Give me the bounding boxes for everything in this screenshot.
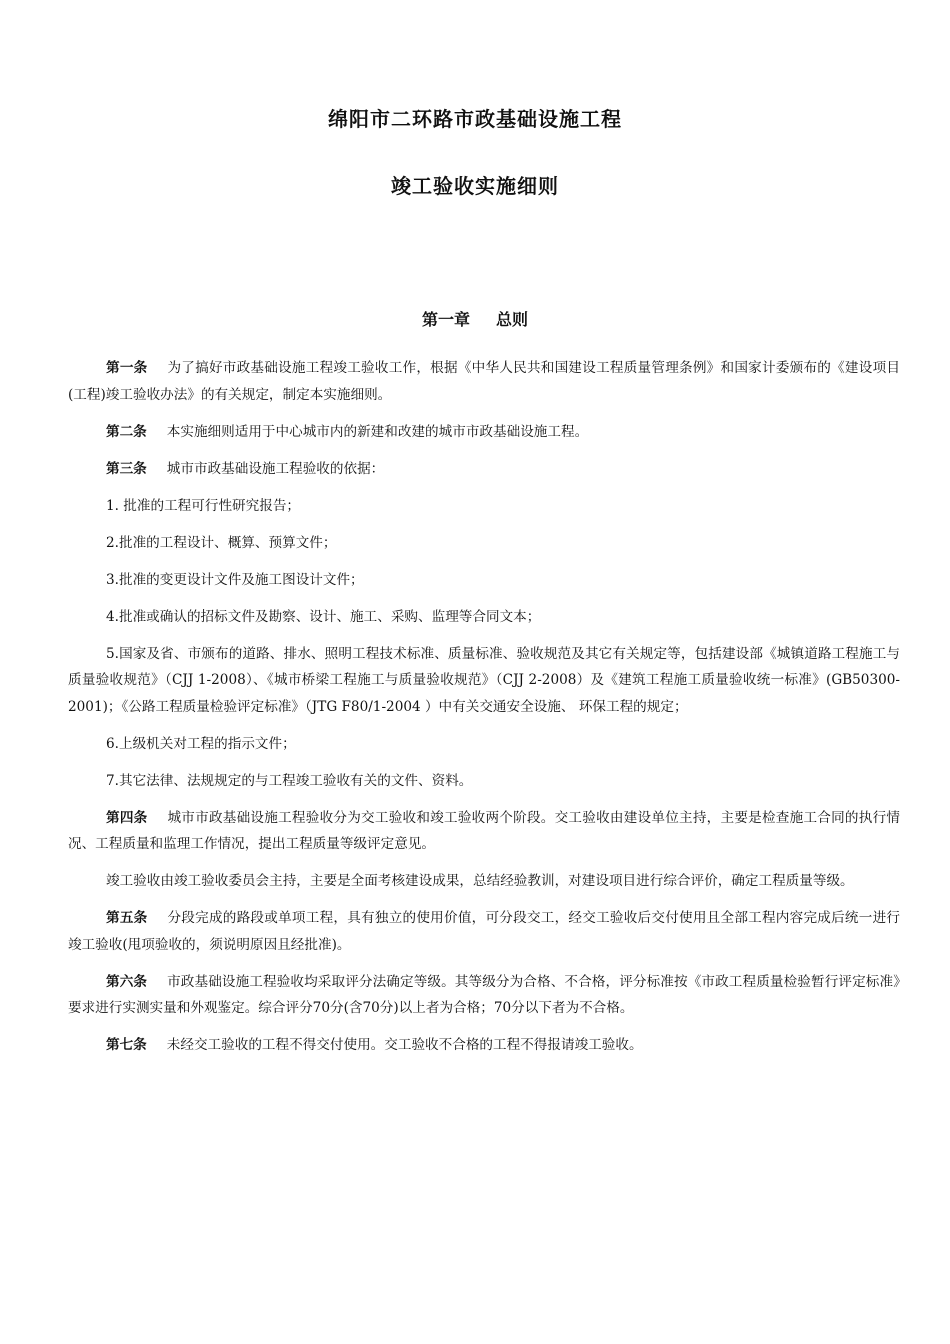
paragraph-text: 未经交工验收的工程不得交付使用。交工验收不合格的工程不得报请竣工验收。 [166, 1037, 643, 1053]
article-label: 第三条 [106, 460, 147, 477]
paragraph-text: 分段完成的路段或单项工程，具有独立的使用价值，可分段交工，经交工验收后交付使用且全部工程内容完成后统一进行竣工验收(甩项验收的，须说明原因且经批准)。 [68, 910, 901, 953]
paragraph-text: 市政基础设施工程验收均采取评分法确定等级。其等级分为合格、不合格，评分标准按《市政工程质量检验暂行评定标准》要求进行实测实量和外观鉴定。综合评分70分(含70分)以上者为合格；70分以下者为不合格。 [68, 973, 901, 1016]
article-label: 第七条 [106, 1037, 147, 1053]
article-label: 第五条 [106, 910, 148, 926]
article-label: 第六条 [106, 973, 148, 990]
list-item [68, 493, 900, 520]
paragraph [68, 419, 900, 446]
paragraph [68, 969, 900, 1022]
paragraph-text: 2.批准的工程设计、概算、预算文件； [106, 534, 337, 551]
paragraph-text: 城市市政基础设施工程验收分为交工验收和竣工验收两个阶段。交工验收由建设单位主持，主要是检查施工合同的执行情况、工程质量和监理工作情况，提出工程质量等级评定意见。 [68, 809, 901, 852]
list-item [68, 768, 900, 795]
chapter-name: 总则 [496, 310, 529, 329]
paragraph-text: 5.国家及省、市颁布的道路、排水、照明工程技术标准、质量标准、验收规范及其它有关规定等，包括建设部《城镇道路工程施工与质量验收规范》（CJJ 1-2008）、《城市桥梁工程施工与质量验收规范》（CJJ 2-2008）及《建筑工程施工质量验收统一标准》(GB50300-2001)；《公路工程质量检验评定标准》（JTG F80/1-2004 ）中有关交通安全设施、 环保工程的规定； [68, 645, 900, 715]
paragraph [68, 1032, 900, 1059]
paragraph-text: 为了搞好市政基础设施工程竣工验收工作，根据《中华人民共和国建设工程质量管理条例》和国家计委颁布的《建设项目(工程)竣工验收办法》的有关规定，制定本实施细则。 [68, 360, 901, 403]
paragraph [68, 355, 900, 408]
article-label: 第四条 [106, 809, 148, 826]
list-item [68, 641, 900, 721]
list-item [68, 530, 900, 557]
list-item [68, 731, 900, 758]
paragraph-text: 7.其它法律、法规规定的与工程竣工验收有关的文件、资料。 [106, 772, 473, 789]
document-body [68, 355, 900, 1069]
paragraph-text: 本实施细则适用于中心城市内的新建和改建的城市市政基础设施工程。 [166, 423, 589, 440]
paragraph-text: 1. 批准的工程可行性研究报告； [106, 497, 301, 514]
paragraph [68, 805, 900, 858]
paragraph [68, 868, 900, 895]
chapter-number: 第一章 [421, 310, 470, 329]
paragraph [68, 456, 900, 483]
document-subtitle: 竣工验收实施细则 [391, 174, 559, 198]
paragraph [68, 905, 900, 958]
article-label: 第一条 [106, 360, 148, 376]
paragraph-text: 城市市政基础设施工程验收的依据： [166, 460, 385, 477]
paragraph-text: 4.批准或确认的招标文件及勘察、设计、施工、采购、监理等合同文本； [106, 608, 541, 625]
paragraph-text: 竣工验收由竣工验收委员会主持，主要是全面考核建设成果，总结经验教训，对建设项目进行综合评价，确定工程质量等级。 [106, 873, 854, 889]
chapter-heading [0, 307, 950, 330]
article-label: 第二条 [106, 423, 147, 440]
document-title: 绵阳市二环路市政基础设施工程 [328, 107, 622, 131]
list-item [68, 567, 900, 594]
paragraph-text: 3.批准的变更设计文件及施工图设计文件； [106, 571, 364, 588]
paragraph-text: 6.上级机关对工程的指示文件； [106, 735, 296, 752]
list-item [68, 604, 900, 631]
